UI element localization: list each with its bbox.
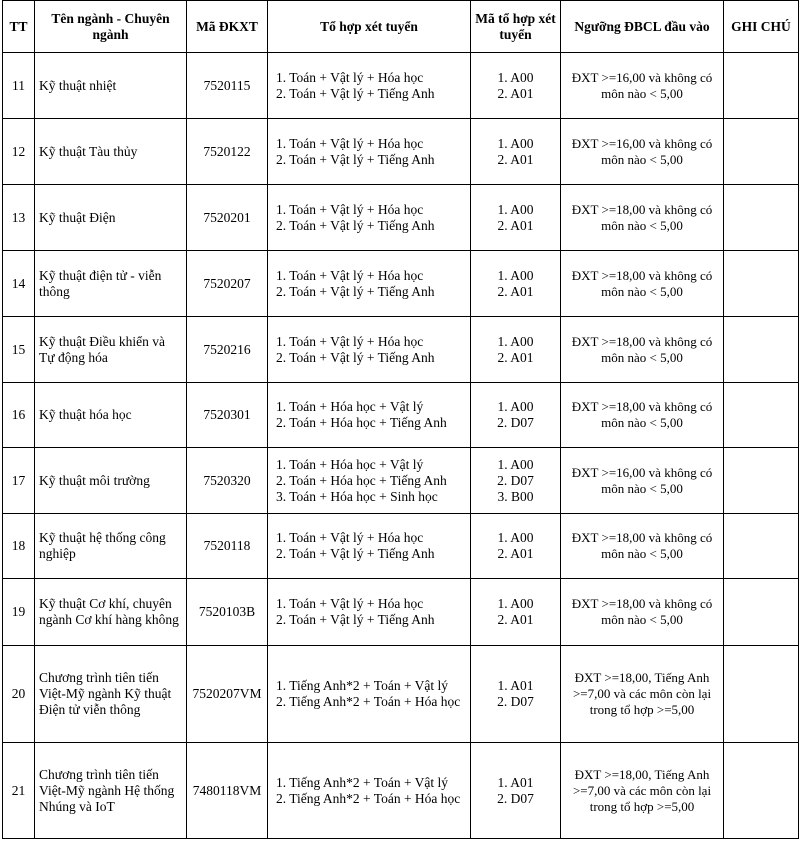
threshold-text: ĐXT >=16,00 và không có môn nào < 5,00 [571,69,713,101]
combo-code: 2. A01 [497,85,534,101]
major-cell [35,119,187,185]
combos-cell [268,743,471,839]
admission-code: 7480118VM [192,782,262,798]
subject-combo: 2. Toán + Vật lý + Tiếng Anh [276,85,435,101]
note-cell [724,119,799,185]
code-cell [187,251,268,317]
threshold-cell [561,646,724,743]
admission-code: 7520207VM [192,686,262,701]
subject-combo: 2. Toán + Vật lý + Tiếng Anh [276,546,435,561]
combo-codes-cell [471,514,561,579]
table-row [3,646,799,743]
combos-cell [268,448,471,514]
combos-cell [268,317,471,383]
threshold-cell [561,53,724,119]
row-number-cell [3,743,35,839]
admission-code: 7520301 [203,407,251,422]
code-cell [187,53,268,119]
subject-combo: 1. Toán + Vật lý + Hóa học [276,333,424,349]
admission-code: 7520115 [203,77,251,93]
header-combos: Tổ hợp xét tuyển [268,1,471,53]
combo-codes-cell [471,317,561,383]
combos-cell [268,251,471,317]
code-cell [187,514,268,579]
note-cell [724,317,799,383]
subject-combo: 1. Toán + Vật lý + Hóa học [276,267,424,283]
major-name: Kỹ thuật Cơ khí, chuyên ngành Cơ khí hàng không [39,596,179,627]
combos-cell [268,514,471,579]
table-row [3,448,799,514]
code-cell [187,743,268,839]
admission-code: 7520118 [203,538,251,553]
combo-codes-cell [471,448,561,514]
major-name: Chương trình tiên tiến Việt-Mỹ ngành Kỹ thuật Điện tử viễn thông [39,670,172,717]
threshold-text: ĐXT >=18,00 và không có môn nào < 5,00 [571,530,713,561]
admission-code: 7520103B [198,604,256,619]
combo-code: 2. A01 [497,283,534,299]
note-cell [724,185,799,251]
row-number: 12 [11,143,26,159]
combo-codes-cell [471,579,561,646]
threshold-text: ĐXT >=18,00, Tiếng Anh >=7,00 và các môn còn lại trong tổ hợp >=5,00 [572,766,712,814]
threshold-text: ĐXT >=16,00 và không có môn nào < 5,00 [571,135,713,167]
subject-combo: 1. Toán + Vật lý + Hóa học [276,596,424,611]
code-cell [187,119,268,185]
note-cell [724,646,799,743]
threshold-cell [561,251,724,317]
row-number-cell [3,646,35,743]
combo-code: 1. A00 [497,201,534,217]
combo-code: 2. A01 [497,612,534,627]
table-row [3,251,799,317]
major-name: Kỹ thuật Tàu thủy [39,143,138,159]
combos-cell [268,53,471,119]
admission-code: 7520122 [203,143,251,159]
major-cell [35,383,187,448]
table-row [3,514,799,579]
subject-combo: 1. Toán + Hóa học + Vật lý [276,456,424,472]
combo-code: 2. A01 [497,151,534,167]
subject-combo: 2. Toán + Vật lý + Tiếng Anh [276,217,435,233]
combo-code: 2. A01 [497,217,534,233]
combo-code: 2. A01 [497,349,534,365]
threshold-cell [561,317,724,383]
major-cell [35,317,187,383]
note-cell [724,383,799,448]
combo-code: 2. A01 [497,546,534,561]
combo-codes-cell [471,646,561,743]
row-number-cell [3,383,35,448]
combos-cell [268,579,471,646]
major-cell [35,251,187,317]
combo-code: 1. A00 [497,596,534,611]
header-tt: TT [3,1,35,53]
combo-code: 1. A00 [497,267,534,283]
table-row [3,579,799,646]
major-name: Kỹ thuật hệ thống công nghiệp [39,530,166,561]
combo-code: 1. A00 [497,69,534,85]
subject-combo: 3. Toán + Hóa học + Sinh học [276,488,438,504]
major-name: Kỹ thuật Điện [39,209,116,225]
subject-combo: 1. Toán + Vật lý + Hóa học [276,530,424,545]
threshold-cell [561,119,724,185]
major-cell [35,646,187,743]
table-row [3,743,799,839]
major-cell [35,53,187,119]
combo-code: 2. D07 [497,472,534,488]
major-name: Kỹ thuật nhiệt [39,77,117,93]
subject-combo: 2. Toán + Hóa học + Tiếng Anh [276,415,447,430]
admission-code: 7520216 [203,341,251,357]
row-number-cell [3,185,35,251]
combo-codes-cell [471,185,561,251]
major-name: Kỹ thuật điện tử - viễn thông [39,267,162,299]
header-note: GHI CHÚ [724,1,799,53]
table-row [3,317,799,383]
note-cell [724,53,799,119]
major-cell [35,579,187,646]
combo-code: 1. A00 [497,135,534,151]
subject-combo: 1. Toán + Vật lý + Hóa học [276,135,424,151]
table-row [3,119,799,185]
row-number: 21 [11,782,26,798]
subject-combo: 1. Toán + Vật lý + Hóa học [276,69,424,85]
threshold-text: ĐXT >=18,00 và không có môn nào < 5,00 [571,201,713,233]
row-number-cell [3,317,35,383]
combos-cell [268,646,471,743]
note-cell [724,251,799,317]
row-number: 16 [11,407,26,422]
threshold-cell [561,743,724,839]
subject-combo: 2. Toán + Hóa học + Tiếng Anh [276,472,447,488]
note-cell [724,448,799,514]
row-number-cell [3,251,35,317]
subject-combo: 2. Toán + Vật lý + Tiếng Anh [276,349,435,365]
subject-combo: 2. Toán + Vật lý + Tiếng Anh [276,612,435,627]
code-cell [187,317,268,383]
threshold-cell [561,185,724,251]
subject-combo: 1. Tiếng Anh*2 + Toán + Vật lý [276,678,449,693]
threshold-cell [561,383,724,448]
combos-cell [268,119,471,185]
table-body [3,53,799,839]
threshold-text: ĐXT >=18,00, Tiếng Anh >=7,00 và các môn còn lại trong tổ hợp >=5,00 [572,670,712,717]
row-number-cell [3,119,35,185]
threshold-text: ĐXT >=18,00 và không có môn nào < 5,00 [571,399,713,430]
code-cell [187,448,268,514]
note-cell [724,579,799,646]
code-cell [187,185,268,251]
major-cell [35,514,187,579]
admission-code: 7520320 [203,472,251,488]
threshold-cell [561,579,724,646]
admission-code: 7520201 [203,209,251,225]
row-number-cell [3,579,35,646]
row-number-cell [3,448,35,514]
row-number: 17 [11,472,26,488]
row-number: 18 [11,538,26,553]
subject-combo: 2. Tiếng Anh*2 + Toán + Hóa học [276,790,461,806]
subject-combo: 1. Tiếng Anh*2 + Toán + Vật lý [276,774,449,790]
row-number: 14 [11,275,26,291]
combo-code: 2. D07 [497,415,534,430]
row-number: 15 [11,341,26,357]
combo-code: 2. D07 [497,694,534,709]
threshold-text: ĐXT >=18,00 và không có môn nào < 5,00 [571,596,713,627]
table-row [3,185,799,251]
note-cell [724,743,799,839]
header-row [3,1,799,53]
threshold-cell [561,514,724,579]
combo-code: 1. A00 [497,333,534,349]
combo-code: 1. A01 [497,678,534,693]
major-name: Kỹ thuật Điều khiển và Tự động hóa [39,333,165,365]
table-row [3,383,799,448]
header-combo-codes: Mã tổ hợp xét tuyển [471,1,561,53]
threshold-cell [561,448,724,514]
subject-combo: 2. Toán + Vật lý + Tiếng Anh [276,151,435,167]
combo-code: 1. A00 [497,530,534,545]
major-cell [35,185,187,251]
row-number-cell [3,514,35,579]
code-cell [187,383,268,448]
subject-combo: 1. Toán + Hóa học + Vật lý [276,399,424,414]
threshold-text: ĐXT >=16,00 và không có môn nào < 5,00 [571,464,713,496]
admission-table [2,0,799,839]
code-cell [187,646,268,743]
row-number: 19 [11,604,26,619]
row-number-cell [3,53,35,119]
subject-combo: 1. Toán + Vật lý + Hóa học [276,201,424,217]
major-cell [35,448,187,514]
code-cell [187,579,268,646]
threshold-text: ĐXT >=18,00 và không có môn nào < 5,00 [571,267,713,299]
combo-codes-cell [471,251,561,317]
major-name: Kỹ thuật môi trường [39,472,150,488]
combo-codes-cell [471,119,561,185]
threshold-text: ĐXT >=18,00 và không có môn nào < 5,00 [571,333,713,365]
combo-codes-cell [471,383,561,448]
note-cell [724,514,799,579]
combo-code: 1. A00 [497,456,534,472]
combo-code: 1. A00 [497,399,534,414]
header-major: Tên ngành - Chuyên ngành [35,1,187,53]
major-cell [35,743,187,839]
combo-code: 1. A01 [497,774,534,790]
header-code: Mã ĐKXT [187,1,268,53]
combo-code: 3. B00 [497,488,534,504]
combos-cell [268,383,471,448]
admission-code: 7520207 [203,275,251,291]
header-threshold: Ngưỡng ĐBCL đầu vào [561,1,724,53]
table-row [3,53,799,119]
row-number: 20 [11,686,26,701]
combo-codes-cell [471,743,561,839]
row-number: 13 [11,209,26,225]
subject-combo: 2. Tiếng Anh*2 + Toán + Hóa học [276,694,461,709]
row-number: 11 [12,77,25,93]
subject-combo: 2. Toán + Vật lý + Tiếng Anh [276,283,435,299]
major-name: Chương trình tiên tiến Việt-Mỹ ngành Hệ thống Nhúng và IoT [39,766,175,814]
combo-codes-cell [471,53,561,119]
major-name: Kỹ thuật hóa học [39,407,132,422]
combos-cell [268,185,471,251]
combo-code: 2. D07 [497,790,534,806]
